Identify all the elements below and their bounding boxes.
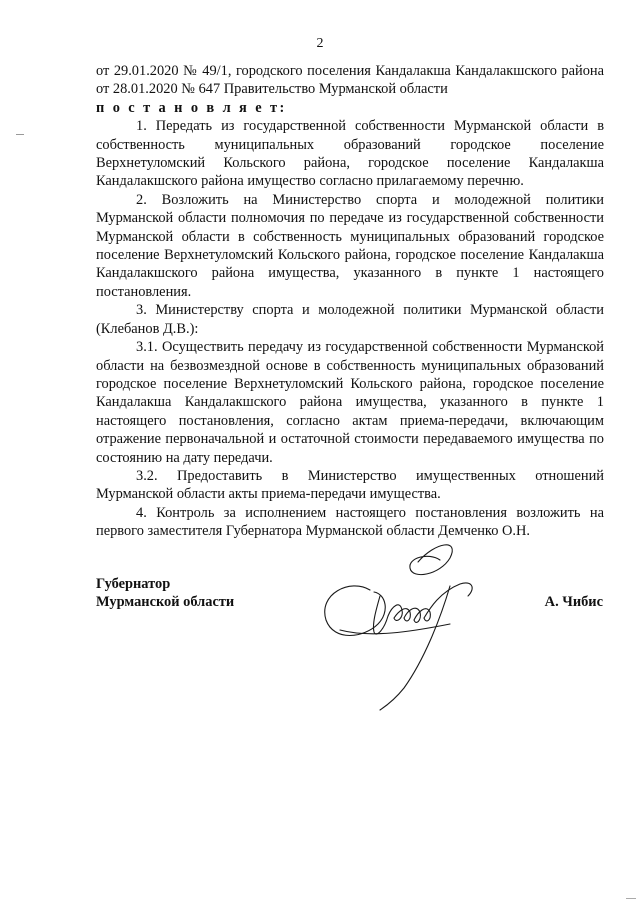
- paragraph-2: 2. Возложить на Министерство спорта и молодежной политики Мурманской области полномочия по передаче из государственной собственности Мурманской области в собственность муниципальных образований городское поселение Верхнетуломский Кольского района, городское поселение Кандалакша Кандалакшского района имущества, указанного в пункте 1 настоящего постановления.: [96, 191, 604, 300]
- intro-paragraph: от 29.01.2020 № 49/1, городского поселения Кандалакша Кандалакшского района от 28.01.2020 № 647 Правительство Мурманской области: [96, 63, 604, 98]
- signatory-title: [96, 575, 234, 612]
- margin-mark: [16, 134, 24, 135]
- document-body: [96, 62, 604, 541]
- signatory-title-line1: Губернатор: [96, 576, 171, 592]
- signatory-title-line2: Мурманской области: [96, 594, 235, 611]
- paragraph-3: 3. Министерству спорта и молодежной политики Мурманской области (Клебанов Д.В.):: [96, 302, 604, 337]
- scan-edge-mark: [626, 898, 636, 899]
- paragraph-1: 1. Передать из государственной собственности Мурманской области в собственность муниципальных образований городское поселение Верхнетуломский Кольского района, городское поселение Кандалакша Кандалакшского района имущество согласно прилагаемому перечню.: [96, 118, 604, 190]
- decree-heading: п о с т а н о в л я е т:: [96, 99, 287, 116]
- signatory-name: А. Чибис: [544, 594, 603, 610]
- handwritten-signature: [300, 520, 500, 720]
- paragraph-3-2: 3.2. Предоставить в Министерство имущественных отношений Мурманской области акты приема-передачи имущества.: [96, 467, 604, 503]
- page-number: 2: [316, 36, 324, 51]
- paragraph-3-1: 3.1. Осуществить передачу из государственной собственности Мурманской области на безвозмездной основе в собственность муниципальных образований городское поселение Верхнетуломский Кольского района, городское поселение Кандалакша Кандалакшского района имущества, указанного в пункте 1 настоящего постановления, согласно актам приема-передачи, включающим отражение первоначальной и остаточной стоимости передаваемого имущества по состоянию на дату передачи.: [96, 339, 604, 466]
- paragraph-4: 4. Контроль за исполнением настоящего постановления возложить на первого заместителя Губернатора Мурманской области Демченко О.Н.: [96, 504, 604, 540]
